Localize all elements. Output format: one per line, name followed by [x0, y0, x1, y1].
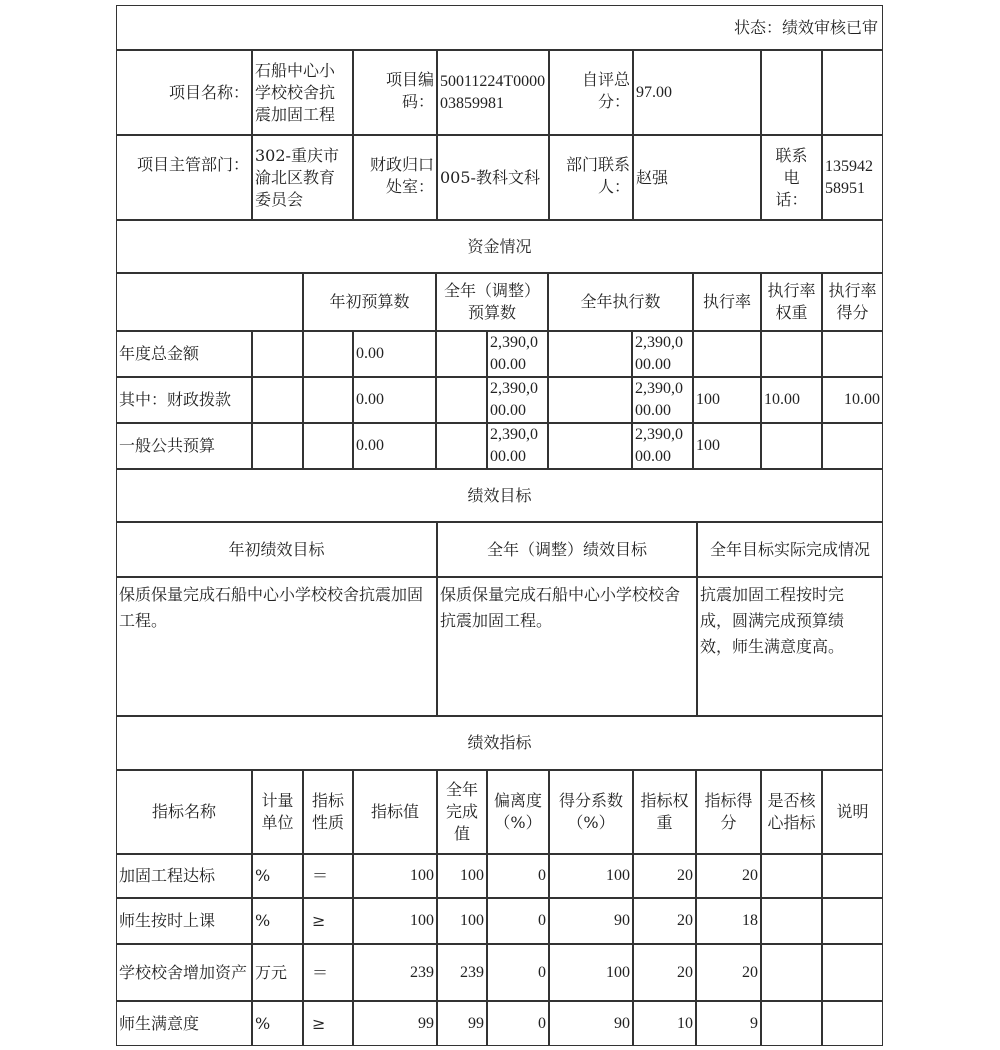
ind-row-value: 239	[410, 963, 434, 981]
ind-row-value-cell	[353, 944, 437, 1001]
funds-header-initial-cell	[303, 273, 436, 331]
indicators-section-title-cell	[116, 716, 883, 770]
ind-row-note-cell	[822, 944, 883, 1001]
ind-row-unit: 万元	[255, 962, 288, 982]
ind-header-note: 说明	[836, 802, 869, 821]
ind-row-value-cell	[353, 1001, 437, 1046]
self-score-value-cell	[633, 50, 761, 135]
ind-header-coef-cell	[549, 770, 633, 854]
empty-cell	[252, 423, 303, 469]
ind-row-value: 100	[410, 867, 434, 884]
ind-row-name: 加固工程达标	[119, 866, 216, 885]
ind-row-unit: %	[255, 911, 271, 930]
goals-adjusted-text: 保质保量完成石船中心小学校校舍抗震加固工程。	[440, 585, 681, 630]
ind-row-score-cell	[696, 944, 761, 1001]
funds-row-adjusted: 2,390,000.00	[490, 334, 538, 373]
ind-row-deviation: 0	[538, 963, 546, 981]
ind-row-done: 99	[468, 1014, 484, 1032]
dept-value-cell	[252, 135, 353, 220]
funds-row-adjusted-cell	[487, 377, 548, 423]
funds-row-weight-cell	[761, 423, 822, 469]
contact-label: 部门联系人：	[565, 155, 630, 196]
ind-row-value: 99	[418, 1014, 434, 1032]
funds-row-rate-cell	[693, 423, 761, 469]
funds-header-adjusted-cell	[436, 273, 548, 331]
ind-row-deviation-cell	[487, 1001, 549, 1046]
dept-label-cell	[116, 135, 252, 220]
funds-row-initial-cell	[353, 377, 436, 423]
ind-row-score: 9	[750, 1014, 758, 1032]
ind-row-name-cell	[116, 1001, 252, 1046]
empty-cell	[303, 331, 353, 377]
ind-row-name: 师生满意度	[119, 1013, 200, 1033]
ind-row-coef-cell	[549, 944, 633, 1001]
ind-row-unit-cell	[252, 944, 303, 1001]
empty-cell	[252, 331, 303, 377]
ind-row-nature: ≥	[312, 911, 326, 930]
contact-label-cell	[549, 135, 633, 220]
ind-row-value-cell	[353, 854, 437, 898]
ind-header-deviation-cell	[487, 770, 549, 854]
funds-header-weight: 执行率权重	[767, 281, 816, 322]
ind-header-name: 指标名称	[151, 802, 216, 821]
ind-row-name-cell	[116, 944, 252, 1001]
goals-adjusted-header-cell	[437, 522, 697, 577]
ind-row-score-cell	[696, 854, 761, 898]
ind-row-nature-cell	[303, 854, 353, 898]
ind-header-score: 指标得分	[704, 791, 753, 832]
project-code-label: 项目编码：	[385, 70, 434, 111]
ind-row-done-cell	[437, 1001, 487, 1046]
self-score-label-cell	[549, 50, 633, 135]
ind-row-core-cell	[761, 854, 822, 898]
funds-header-rate: 执行率	[702, 292, 751, 311]
funds-row-label-cell	[116, 423, 252, 469]
ind-header-unit: 计量单位	[261, 791, 294, 832]
status-text: 状态：绩效审核已审	[733, 17, 878, 37]
goals-actual-header: 全年目标实际完成情况	[709, 539, 870, 559]
ind-header-done: 全年完成值	[446, 780, 479, 843]
ind-row-nature-cell	[303, 1001, 353, 1046]
funds-row-label-cell	[116, 377, 252, 423]
goals-adjusted-header: 全年（调整）绩效目标	[486, 539, 647, 559]
indicators-section-title: 绩效指标	[467, 733, 532, 752]
project-code-value-cell	[437, 50, 549, 135]
ind-row-deviation-cell	[487, 898, 549, 944]
empty-cell	[436, 331, 487, 377]
ind-row-unit: %	[255, 866, 271, 885]
goals-adjusted-text-cell	[437, 577, 697, 716]
funds-row-adjusted-cell	[487, 331, 548, 377]
funds-row-label: 一般公共预算	[119, 436, 216, 455]
phone-value-cell	[822, 135, 883, 220]
ind-header-coef: 得分系数（%）	[558, 791, 623, 832]
funds-row-rate-cell	[693, 331, 761, 377]
ind-header-core: 是否核心指标	[767, 791, 816, 832]
funds-row-score: 10.00	[844, 391, 880, 408]
funds-row-weight-cell	[761, 331, 822, 377]
dept-value: 302-重庆市渝北区教育委员会	[255, 145, 339, 209]
ind-row-weight-cell	[633, 854, 696, 898]
funds-header-blank	[116, 273, 303, 331]
ind-row-score: 20	[742, 963, 758, 981]
contact-value: 赵强	[636, 167, 669, 187]
funds-row-executed: 2,390,000.00	[635, 380, 683, 419]
ind-row-name: 学校校舍增加资产	[119, 962, 248, 982]
ind-row-note-cell	[822, 1001, 883, 1046]
funds-header-executed-cell	[548, 273, 693, 331]
ind-row-unit-cell	[252, 854, 303, 898]
project-name-value-cell	[252, 50, 353, 135]
ind-row-name: 师生按时上课	[119, 911, 216, 930]
goals-initial-text: 保质保量完成石船中心小学校校舍抗震加固工程。	[119, 585, 424, 630]
ind-row-unit: %	[255, 1013, 271, 1033]
status-row	[116, 5, 883, 50]
funds-row-rate: 100	[696, 391, 720, 408]
funds-row-initial: 0.00	[356, 437, 384, 454]
ind-header-core-cell	[761, 770, 822, 854]
ind-row-name-cell	[116, 854, 252, 898]
ind-header-weight: 指标权重	[640, 791, 689, 832]
funds-header-weight-cell	[761, 273, 822, 331]
project-code-value: 50011224T000003859981	[440, 72, 546, 112]
ind-row-core-cell	[761, 898, 822, 944]
office-label: 财政归口处室：	[369, 155, 434, 196]
ind-row-score: 18	[742, 912, 758, 929]
dept-label: 项目主管部门：	[136, 155, 249, 174]
funds-row-score-cell	[822, 377, 883, 423]
office-value-cell	[437, 135, 549, 220]
ind-row-core-cell	[761, 944, 822, 1001]
funds-row-label: 年度总金额	[119, 344, 200, 363]
funds-row-score-cell	[822, 423, 883, 469]
funds-section-title: 资金情况	[467, 236, 532, 256]
ind-row-score: 20	[742, 867, 758, 884]
ind-row-deviation: 0	[538, 912, 546, 929]
ind-row-nature-cell	[303, 944, 353, 1001]
ind-row-coef-cell	[549, 1001, 633, 1046]
ind-row-value-cell	[353, 898, 437, 944]
ind-row-unit-cell	[252, 1001, 303, 1046]
ind-row-note-cell	[822, 854, 883, 898]
ind-header-done-cell	[437, 770, 487, 854]
empty-cell	[303, 377, 353, 423]
goals-section-title: 绩效目标	[467, 485, 532, 505]
ind-row-done-cell	[437, 854, 487, 898]
project-name-label-cell	[116, 50, 252, 135]
goals-actual-header-cell	[697, 522, 883, 577]
empty-cell	[303, 423, 353, 469]
funds-row-adjusted: 2,390,000.00	[490, 380, 538, 419]
ind-header-score-cell	[696, 770, 761, 854]
self-score-value: 97.00	[636, 83, 672, 101]
ind-row-deviation: 0	[538, 1014, 546, 1032]
funds-row-adjusted-cell	[487, 423, 548, 469]
ind-header-nature: 指标性质	[312, 791, 345, 832]
ind-row-coef-cell	[549, 854, 633, 898]
ind-row-nature-cell	[303, 898, 353, 944]
goals-section-title-cell	[116, 469, 883, 522]
funds-row-executed-cell	[632, 331, 693, 377]
phone-value: 13594258951	[825, 157, 873, 197]
project-name-value: 石船中心小学校校舍抗震加固工程	[255, 60, 336, 124]
project-name-label: 项目名称：	[168, 82, 249, 102]
ind-row-unit-cell	[252, 898, 303, 944]
ind-row-weight: 20	[677, 867, 693, 884]
ind-header-unit-cell	[252, 770, 303, 854]
funds-row-adjusted: 2,390,000.00	[490, 426, 538, 465]
ind-row-coef: 90	[614, 912, 630, 929]
goals-initial-header-cell	[116, 522, 437, 577]
ind-header-value: 指标值	[370, 802, 419, 821]
empty-cell	[548, 423, 632, 469]
funds-header-executed: 全年执行数	[580, 292, 661, 311]
empty-cell	[548, 331, 632, 377]
ind-row-coef: 90	[614, 1014, 630, 1032]
ind-row-weight-cell	[633, 1001, 696, 1046]
ind-header-note-cell	[822, 770, 883, 854]
ind-row-coef-cell	[549, 898, 633, 944]
funds-section-title-cell	[116, 220, 883, 273]
empty-cell	[252, 377, 303, 423]
ind-row-note-cell	[822, 898, 883, 944]
ind-row-deviation: 0	[538, 867, 546, 884]
ind-header-deviation: 偏离度（%）	[493, 791, 542, 832]
ind-row-done: 239	[460, 963, 484, 981]
funds-header-score-cell	[822, 273, 883, 331]
ind-row-score-cell	[696, 898, 761, 944]
ind-row-weight: 10	[677, 1014, 693, 1032]
ind-row-coef: 100	[606, 963, 630, 981]
funds-row-rate: 100	[696, 437, 720, 454]
empty-cell	[822, 50, 883, 135]
funds-header-score: 执行率得分	[828, 281, 877, 322]
ind-row-weight-cell	[633, 898, 696, 944]
funds-row-executed: 2,390,000.00	[635, 334, 683, 373]
funds-row-weight-cell	[761, 377, 822, 423]
ind-row-nature: ＝	[312, 866, 329, 885]
ind-row-deviation-cell	[487, 944, 549, 1001]
funds-row-initial-cell	[353, 331, 436, 377]
ind-row-coef: 100	[606, 867, 630, 884]
ind-row-done-cell	[437, 944, 487, 1001]
funds-row-executed-cell	[632, 423, 693, 469]
funds-row-label: 其中：财政拨款	[119, 390, 232, 409]
funds-row-weight: 10.00	[764, 391, 800, 408]
funds-row-rate-cell	[693, 377, 761, 423]
goals-actual-text-cell	[697, 577, 883, 716]
funds-row-initial: 0.00	[356, 391, 384, 408]
ind-header-name-cell	[116, 770, 252, 854]
empty-cell	[436, 423, 487, 469]
ind-header-weight-cell	[633, 770, 696, 854]
goals-initial-header: 年初绩效目标	[228, 539, 325, 559]
ind-row-value: 100	[410, 912, 434, 929]
goals-actual-text: 抗震加固工程按时完成，圆满完成预算绩效，师生满意度高。	[700, 585, 845, 656]
empty-cell	[548, 377, 632, 423]
ind-row-weight: 20	[677, 912, 693, 929]
ind-row-done-cell	[437, 898, 487, 944]
self-score-label: 自评总分：	[581, 70, 630, 111]
funds-row-initial: 0.00	[356, 345, 384, 362]
empty-cell	[761, 50, 822, 135]
funds-row-executed: 2,390,000.00	[635, 426, 683, 465]
ind-header-nature-cell	[303, 770, 353, 854]
funds-row-initial-cell	[353, 423, 436, 469]
ind-row-done: 100	[460, 912, 484, 929]
ind-row-deviation-cell	[487, 854, 549, 898]
performance-evaluation-table	[116, 5, 883, 1046]
ind-row-core-cell	[761, 1001, 822, 1046]
ind-header-value-cell	[353, 770, 437, 854]
office-label-cell	[353, 135, 437, 220]
ind-row-nature: ≥	[312, 1013, 326, 1033]
funds-header-adjusted: 全年（调整）预算数	[443, 281, 540, 322]
ind-row-weight: 20	[677, 963, 693, 981]
funds-row-label-cell	[116, 331, 252, 377]
funds-row-executed-cell	[632, 377, 693, 423]
empty-cell	[436, 377, 487, 423]
ind-row-nature: ＝	[312, 962, 329, 982]
funds-header-rate-cell	[693, 273, 761, 331]
contact-value-cell	[633, 135, 761, 220]
ind-row-name-cell	[116, 898, 252, 944]
ind-row-weight-cell	[633, 944, 696, 1001]
office-value: 005-教科文科	[440, 167, 540, 187]
phone-label-cell	[761, 135, 822, 220]
phone-label: 联系电话：	[775, 145, 808, 209]
goals-initial-text-cell	[116, 577, 437, 716]
funds-row-score-cell	[822, 331, 883, 377]
project-code-label-cell	[353, 50, 437, 135]
ind-row-score-cell	[696, 1001, 761, 1046]
ind-row-done: 100	[460, 867, 484, 884]
funds-header-initial: 年初预算数	[329, 292, 410, 311]
